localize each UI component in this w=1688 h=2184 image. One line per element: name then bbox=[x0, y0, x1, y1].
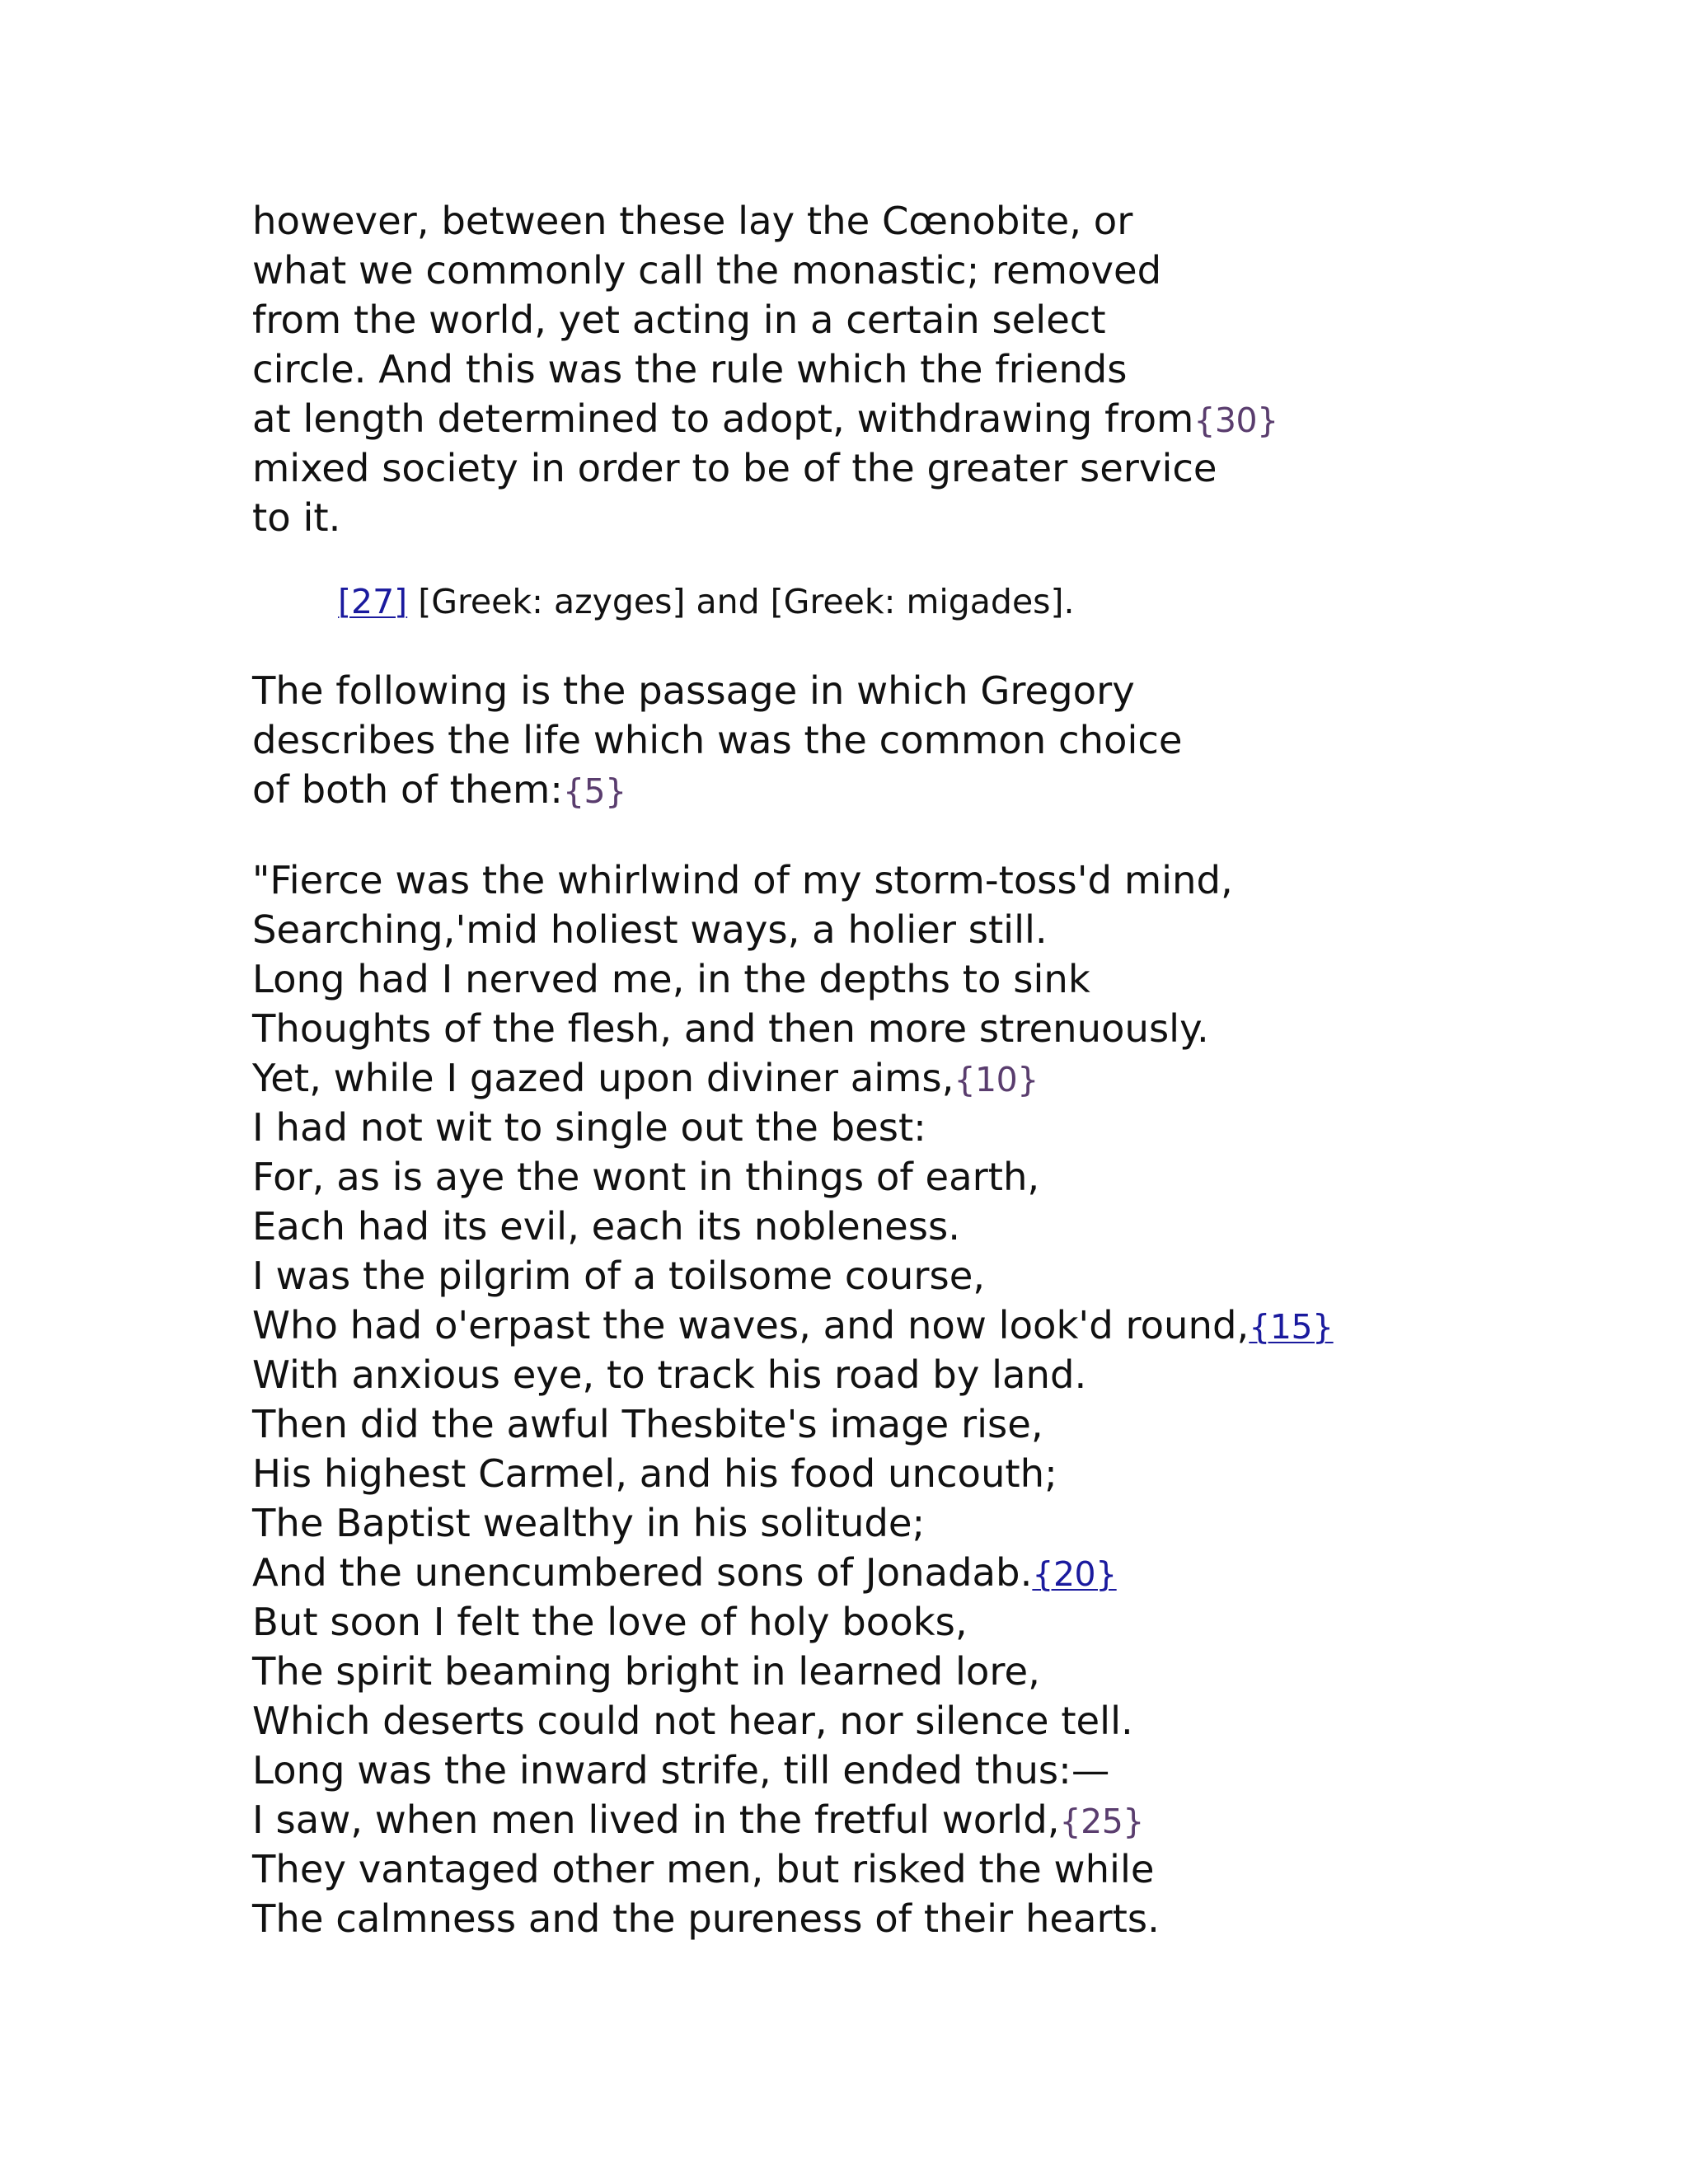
paragraph-line bbox=[252, 666, 1489, 715]
poem-line bbox=[252, 905, 1489, 954]
paragraph-line bbox=[252, 765, 1489, 814]
paragraph-line bbox=[252, 394, 1489, 443]
poem-line-text: But soon I felt the love of holy books, bbox=[252, 1600, 968, 1644]
poem-line-text: Thoughts of the flesh, and then more strenuously. bbox=[252, 1006, 1209, 1051]
line-number-marker: {10} bbox=[954, 1060, 1039, 1099]
paragraph-line bbox=[252, 246, 1489, 295]
poem-line bbox=[252, 1350, 1489, 1399]
poem-line bbox=[252, 1202, 1489, 1251]
paragraph-line bbox=[252, 715, 1489, 765]
poem-block bbox=[252, 855, 1489, 1943]
poem-line-text: They vantaged other men, but risked the while bbox=[252, 1847, 1155, 1891]
footnote-27 bbox=[338, 577, 1489, 626]
poem-line bbox=[252, 954, 1489, 1004]
paragraph-line-text: from the world, yet acting in a certain select bbox=[252, 298, 1106, 342]
poem-line bbox=[252, 1498, 1489, 1548]
poem-line bbox=[252, 1449, 1489, 1498]
document-page bbox=[252, 196, 1489, 1943]
paragraph-gregory-intro bbox=[252, 666, 1489, 814]
poem-line-text: "Fierce was the whirlwind of my storm-toss'd mind, bbox=[252, 858, 1233, 902]
poem-line bbox=[252, 1647, 1489, 1696]
paragraph-line-text: circle. And this was the rule which the friends bbox=[252, 347, 1128, 391]
poem-line bbox=[252, 1844, 1489, 1894]
poem-line-text: Long was the inward strife, till ended thus:— bbox=[252, 1748, 1110, 1793]
poem-line-text: And the unencumbered sons of Jonadab. bbox=[252, 1550, 1033, 1595]
footnote-ref-link[interactable]: [27] bbox=[338, 582, 408, 621]
poem-line-text: The Baptist wealthy in his solitude; bbox=[252, 1501, 926, 1545]
poem-line-text: His highest Carmel, and his food uncouth; bbox=[252, 1451, 1057, 1496]
paragraph-monastic bbox=[252, 196, 1489, 542]
paragraph-line bbox=[252, 196, 1489, 246]
line-number-marker: {30} bbox=[1193, 401, 1278, 440]
poem-line-text: For, as is aye the wont in things of earth, bbox=[252, 1155, 1040, 1199]
poem-line bbox=[252, 1004, 1489, 1053]
poem-line-text: I was the pilgrim of a toilsome course, bbox=[252, 1254, 986, 1298]
poem-line bbox=[252, 1053, 1489, 1103]
paragraph-line-text: at length determined to adopt, withdrawing from bbox=[252, 396, 1194, 441]
footnote-text: [Greek: azyges] and [Greek: migades]. bbox=[407, 582, 1075, 621]
poem-line bbox=[252, 1795, 1489, 1844]
poem-line bbox=[252, 1152, 1489, 1202]
paragraph-line-text: describes the life which was the common choice bbox=[252, 718, 1183, 762]
poem-line bbox=[252, 1399, 1489, 1449]
poem-line bbox=[252, 855, 1489, 905]
poem-line-text: I saw, when men lived in the fretful world, bbox=[252, 1797, 1060, 1842]
line-number-marker[interactable]: {15} bbox=[1249, 1307, 1334, 1347]
poem-line-text: The spirit beaming bright in learned lore, bbox=[252, 1649, 1040, 1694]
paragraph-line-text: however, between these lay the Cœnobite, or bbox=[252, 199, 1133, 243]
poem-line-text: Yet, while I gazed upon diviner aims, bbox=[252, 1056, 954, 1100]
paragraph-line-text: of both of them: bbox=[252, 767, 563, 812]
poem-line-text: Then did the awful Thesbite's image rise, bbox=[252, 1402, 1043, 1446]
paragraph-line-text: what we commonly call the monastic; removed bbox=[252, 248, 1162, 293]
paragraph-line bbox=[252, 493, 1489, 542]
poem-line-text: Long had I nerved me, in the depths to sink bbox=[252, 957, 1090, 1001]
poem-line bbox=[252, 1251, 1489, 1301]
poem-line-text: Each had its evil, each its nobleness. bbox=[252, 1204, 961, 1249]
poem-line bbox=[252, 1597, 1489, 1647]
poem-line bbox=[252, 1696, 1489, 1746]
paragraph-line-text: to it. bbox=[252, 495, 341, 540]
poem-line bbox=[252, 1548, 1489, 1597]
paragraph-line-text: The following is the passage in which Gregory bbox=[252, 668, 1135, 713]
poem-line bbox=[252, 1894, 1489, 1943]
poem-line-text: The calmness and the pureness of their hearts. bbox=[252, 1896, 1160, 1941]
poem-line-text: I had not wit to single out the best: bbox=[252, 1105, 926, 1150]
paragraph-line-text: mixed society in order to be of the greater service bbox=[252, 446, 1217, 490]
poem-line bbox=[252, 1103, 1489, 1152]
line-number-marker[interactable]: {20} bbox=[1032, 1554, 1117, 1594]
poem-line-text: Which deserts could not hear, nor silence tell. bbox=[252, 1699, 1133, 1743]
line-number-marker: {25} bbox=[1059, 1802, 1144, 1841]
poem-line bbox=[252, 1301, 1489, 1350]
poem-line-text: Searching,'mid holiest ways, a holier still. bbox=[252, 907, 1048, 952]
poem-line-text: With anxious eye, to track his road by land. bbox=[252, 1352, 1087, 1397]
line-number-marker: {5} bbox=[562, 771, 626, 811]
poem-line bbox=[252, 1746, 1489, 1795]
paragraph-line bbox=[252, 443, 1489, 493]
paragraph-line bbox=[252, 344, 1489, 394]
poem-line-text: Who had o'erpast the waves, and now look'd round, bbox=[252, 1303, 1250, 1347]
paragraph-line bbox=[252, 295, 1489, 344]
